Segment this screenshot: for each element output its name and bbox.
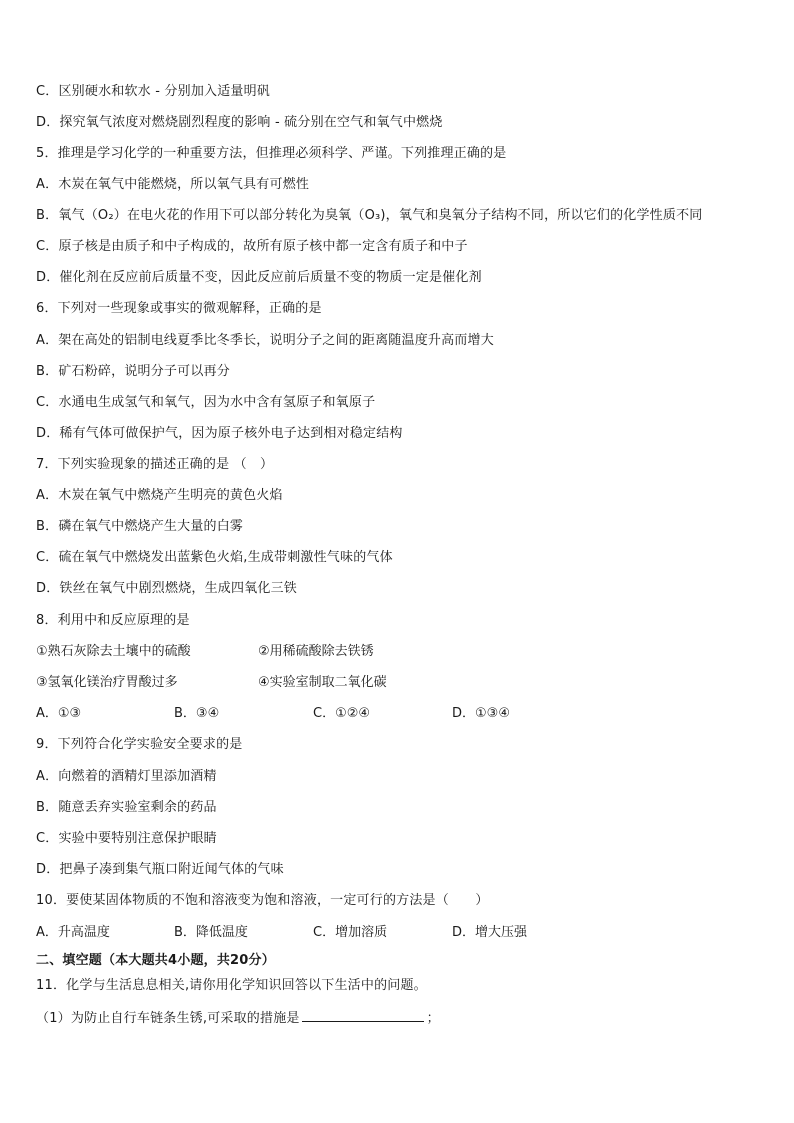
q11-stem: 11．化学与生活息息相关,请你用化学知识回答以下生活中的问题。 — [36, 978, 427, 993]
q9-option-c: C．实验中要特别注意保护眼睛 — [36, 831, 217, 846]
q11-part-1-end: ； — [426, 1011, 440, 1026]
q6-option-c: C．水通电生成氢气和氧气，因为水中含有氢原子和氧原子 — [36, 395, 376, 410]
q5-option-b: B．氧气（O₂）在电火花的作用下可以部分转化为臭氧（O₃)，氧气和臭氧分子结构不同，所以它们的化学性质不同 — [36, 208, 703, 223]
q8-option-a: A．①③ — [36, 706, 82, 721]
q4-option-d: D．探究氧气浓度对燃烧剧烈程度的影响 - 硫分别在空气和氧气中燃烧 — [36, 115, 443, 130]
q5-option-c: C．原子核是由质子和中子构成的，故所有原子核中都一定含有质子和中子 — [36, 239, 468, 254]
q10-option-b: B．降低温度 — [174, 925, 248, 940]
section-2-title: 二、填空题（本大题共4小题，共20分） — [36, 953, 275, 968]
q10-option-a: A．升高温度 — [36, 925, 110, 940]
q7-option-c: C．硫在氧气中燃烧发出蓝紫色火焰,生成带刺激性气味的气体 — [36, 550, 393, 565]
q9-option-b: B．随意丢弃实验室剩余的药品 — [36, 800, 217, 815]
q8-item-4: ④实验室制取二氧化碳 — [258, 675, 387, 690]
q6-stem: 6．下列对一些现象或事实的微观解释，正确的是 — [36, 301, 322, 316]
q7-stem: 7．下列实验现象的描述正确的是 （ ） — [36, 457, 274, 472]
q6-option-d: D．稀有气体可做保护气，因为原子核外电子达到相对稳定结构 — [36, 426, 403, 441]
q11-part-1 — [36, 1008, 440, 1028]
q8-item-3: ③氢氧化镁治疗胃酸过多 — [36, 675, 178, 690]
q10-option-d: D．增大压强 — [452, 925, 528, 940]
q6-option-b: B．矿石粉碎，说明分子可以再分 — [36, 364, 230, 379]
q4-option-c: C．区别硬水和软水 - 分别加入适量明矾 — [36, 84, 271, 99]
q7-option-b: B．磷在氧气中燃烧产生大量的白雾 — [36, 519, 244, 534]
q8-option-b: B．③④ — [174, 706, 220, 721]
q7-option-d: D．铁丝在氧气中剧烈燃烧，生成四氧化三铁 — [36, 581, 298, 596]
q10-option-c: C．增加溶质 — [313, 925, 388, 940]
q8-option-c: C．①②④ — [313, 706, 371, 721]
q9-option-a: A．向燃着的酒精灯里添加酒精 — [36, 769, 217, 784]
q8-option-d: D．①③④ — [452, 706, 510, 721]
q5-option-d: D．催化剂在反应前后质量不变，因此反应前后质量不变的物质一定是催化剂 — [36, 270, 482, 285]
answer-blank[interactable] — [302, 1008, 424, 1022]
q5-stem: 5．推理是学习化学的一种重要方法，但推理必须科学、严谨。下列推理正确的是 — [36, 146, 507, 161]
q8-item-1: ①熟石灰除去土壤中的硫酸 — [36, 644, 191, 659]
q8-item-2: ②用稀硫酸除去铁锈 — [258, 644, 374, 659]
q6-option-a: A．架在高处的铝制电线夏季比冬季长，说明分子之间的距离随温度升高而增大 — [36, 333, 494, 348]
q9-stem: 9．下列符合化学实验安全要求的是 — [36, 737, 243, 752]
q11-part-1-text: （1）为防止自行车链条生锈,可采取的措施是 — [36, 1011, 300, 1026]
q8-stem: 8．利用中和反应原理的是 — [36, 613, 190, 628]
q9-option-d: D．把鼻子凑到集气瓶口附近闻气体的气味 — [36, 862, 284, 877]
q5-option-a: A．木炭在氧气中能燃烧，所以氧气具有可燃性 — [36, 177, 310, 192]
q7-option-a: A．木炭在氧气中燃烧产生明亮的黄色火焰 — [36, 488, 283, 503]
q10-stem: 10．要使某固体物质的不饱和溶液变为饱和溶液，一定可行的方法是（ ） — [36, 893, 489, 908]
